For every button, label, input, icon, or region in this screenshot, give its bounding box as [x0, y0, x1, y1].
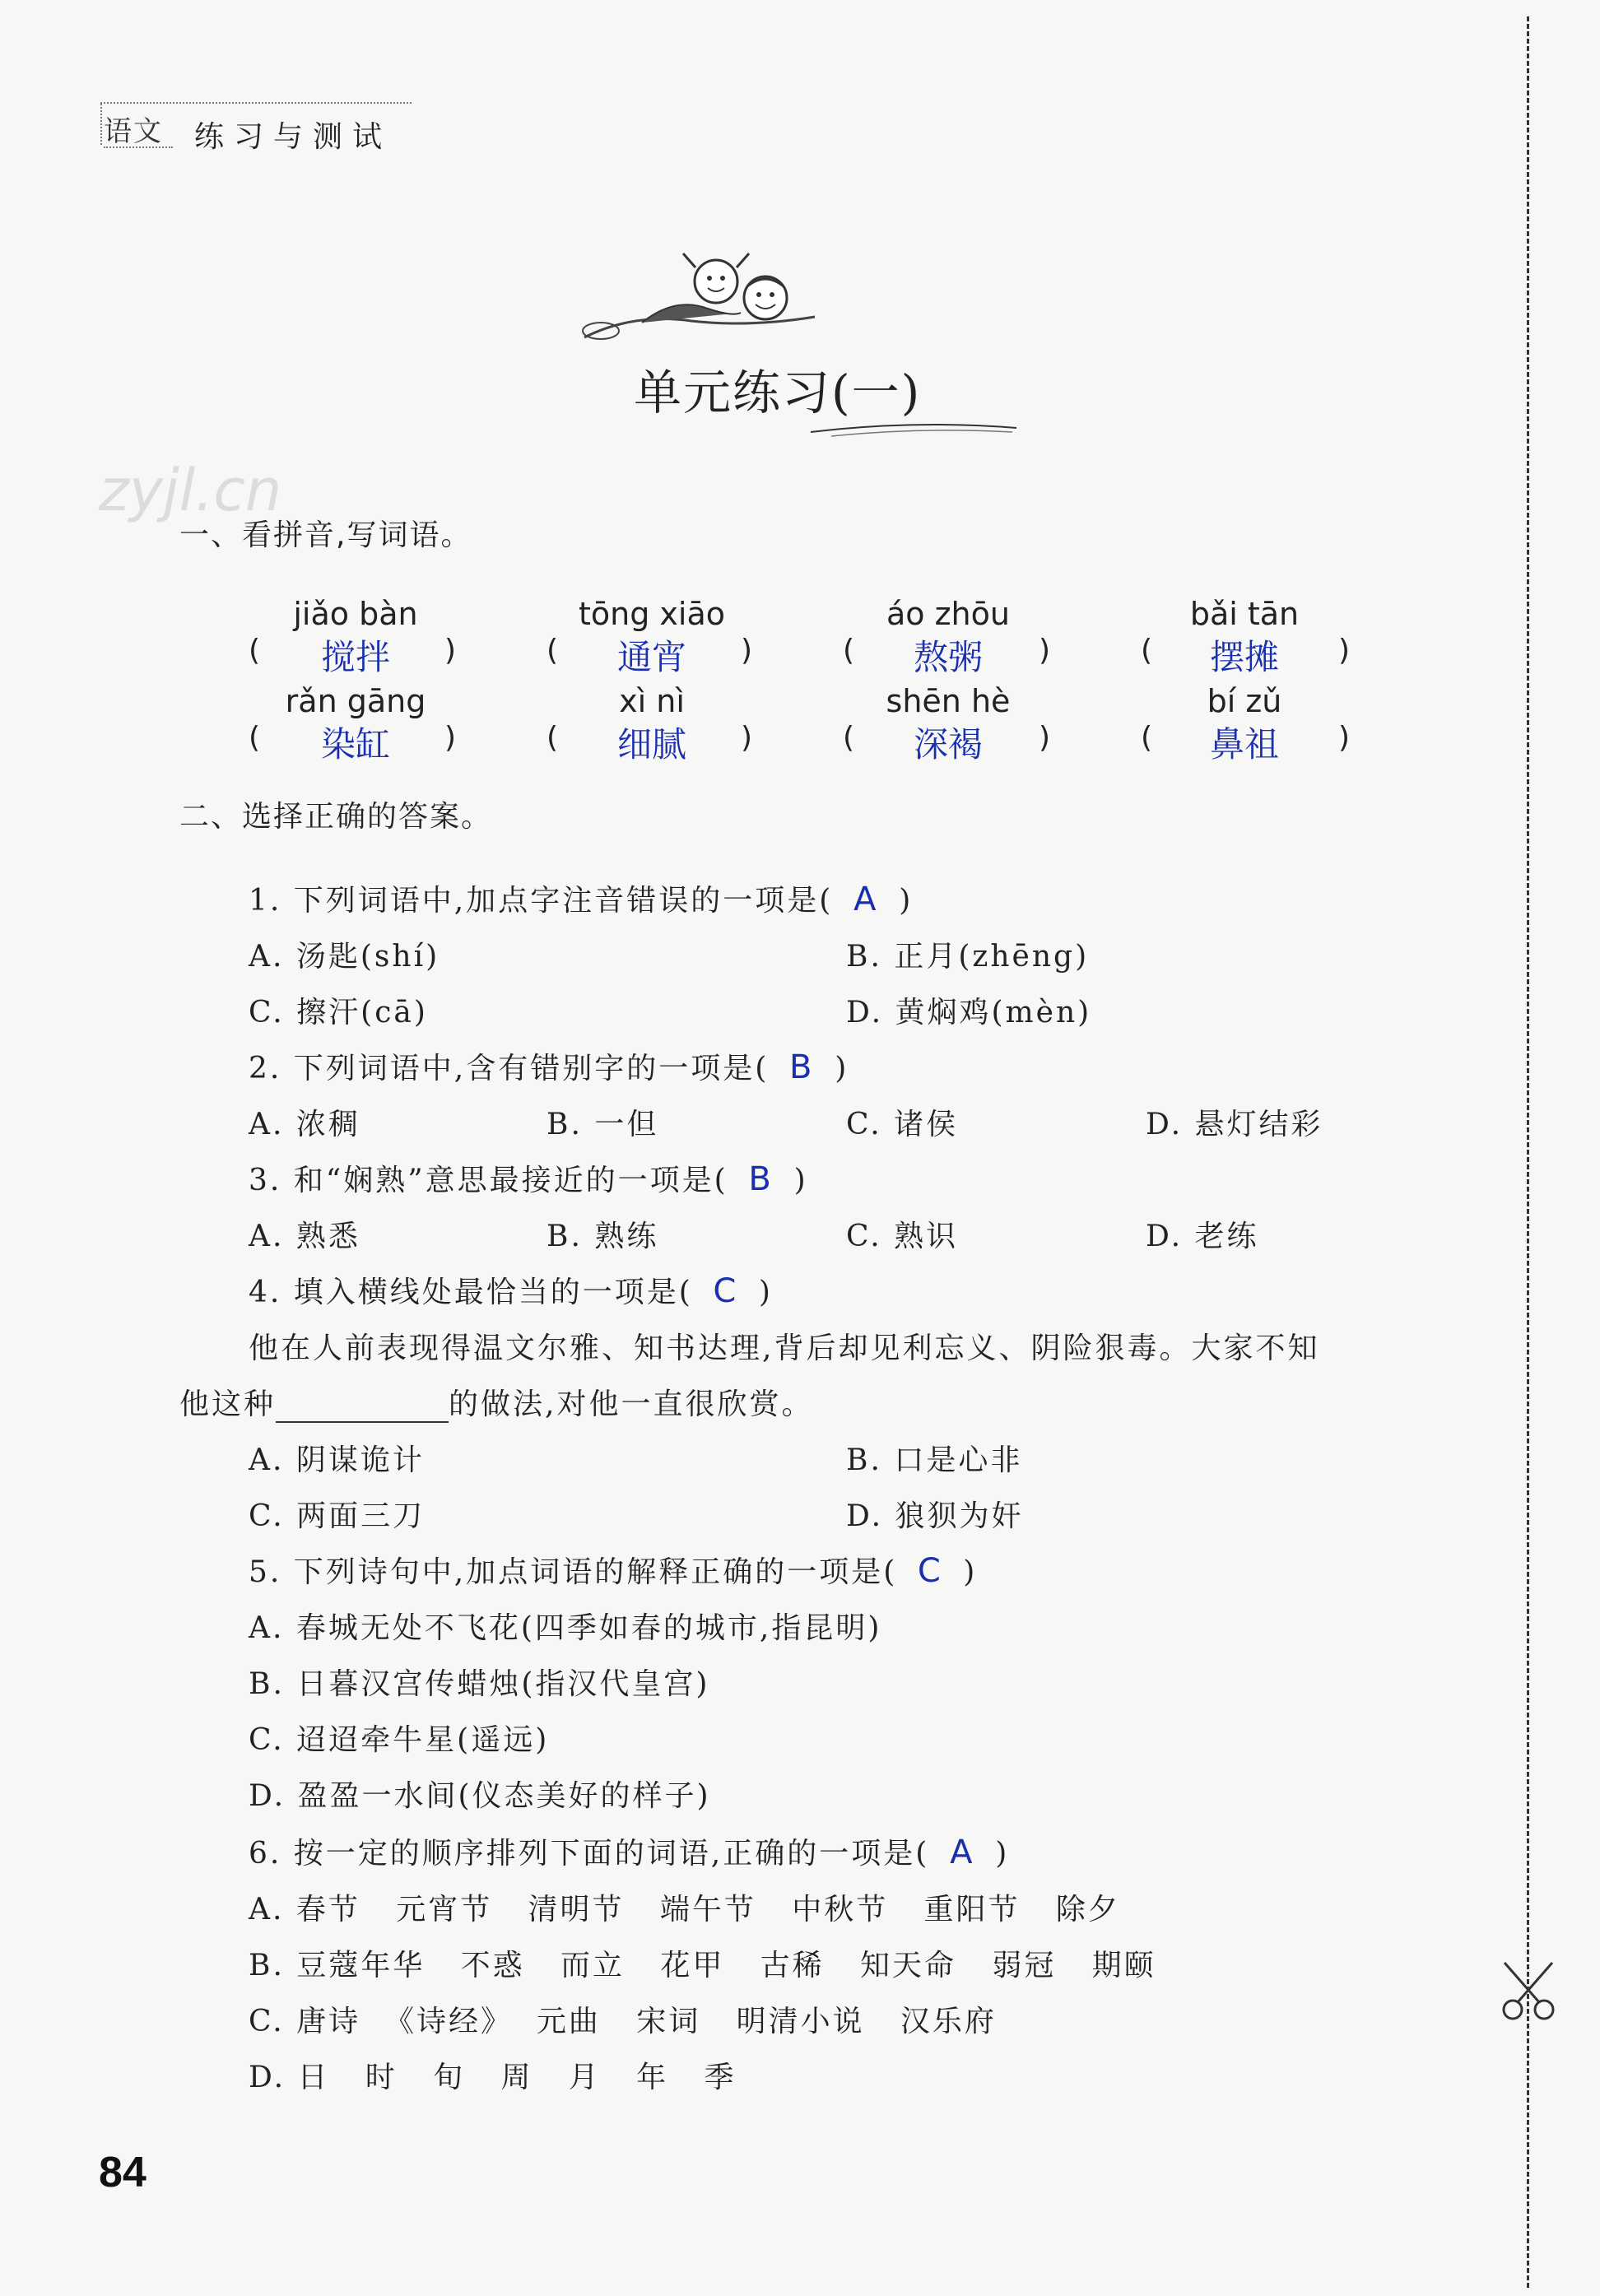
option-d: D. 悬灯结彩 [1146, 1108, 1323, 1141]
paren-close: ) [1039, 721, 1051, 755]
option-d: D. 日 时 旬 周 月 年 季 [249, 2061, 737, 2094]
question-stem: 3. 和“娴熟”意思最接近的一项是( [249, 1164, 728, 1197]
paren-close: ) [1039, 634, 1051, 667]
answer-word-8: 鼻祖 [1209, 724, 1279, 765]
paren-open: ( [843, 634, 855, 667]
fill-blank [276, 1397, 449, 1423]
answer-word-3: 熬粥 [913, 637, 983, 677]
option-a: A. 阴谋诡计 [249, 1443, 425, 1477]
paren-close: ) [1338, 721, 1351, 755]
header-divider [100, 104, 102, 145]
close-paren: ) [995, 1837, 1010, 1871]
paren-close: ) [1338, 634, 1351, 667]
paren-open: ( [843, 721, 855, 755]
answer-word-1: 搅拌 [320, 637, 390, 677]
question-5 [249, 1549, 977, 1591]
answer-word-6: 细腻 [616, 724, 686, 765]
paren-open: ( [547, 634, 559, 667]
paren-close: ) [741, 634, 753, 667]
scissors-icon [1496, 1959, 1562, 2024]
option-c: C. 熟识 [846, 1220, 959, 1253]
option-b: B. 日暮汉宫传蜡烛(指汉代皇宫) [249, 1667, 710, 1701]
option-c: C. 迢迢牵牛星(遥远) [249, 1723, 550, 1757]
pinyin-4: bǎi tān [1189, 596, 1300, 632]
page-number: 84 [99, 2149, 147, 2196]
paren-open: ( [547, 721, 559, 755]
question-6 [249, 1830, 1009, 1872]
close-paren: ) [835, 1052, 849, 1085]
answer-choice: A [853, 881, 879, 918]
option-d: D. 老练 [1146, 1220, 1259, 1253]
option-c: C. 诸侯 [846, 1108, 959, 1141]
passage-line-2 [179, 1381, 813, 1423]
option-c: C. 唐诗 《诗经》 元曲 宋词 明清小说 汉乐府 [249, 2005, 997, 2038]
option-d: D. 狼狈为奸 [846, 1499, 1024, 1533]
question-3 [249, 1157, 808, 1199]
passage-text: 的做法,对他一直很欣赏。 [449, 1387, 814, 1421]
answer-choice: C [917, 1552, 943, 1590]
page-title: 单元练习(一) [634, 365, 922, 421]
option-a: A. 浓稠 [249, 1108, 360, 1141]
header-subject-underline [104, 146, 173, 148]
option-b: B. 正月(zhēng) [846, 940, 1090, 974]
answer-word-7: 深褐 [913, 724, 983, 765]
option-a: A. 春节 元宵节 清明节 端午节 中秋节 重阳节 除夕 [249, 1893, 1120, 1927]
pinyin-7: shēn hè [886, 683, 1011, 719]
option-c: C. 两面三刀 [249, 1499, 426, 1533]
option-b: B. 口是心非 [846, 1443, 1023, 1477]
question-stem: 6. 按一定的顺序排列下面的词语,正确的一项是( [249, 1837, 930, 1871]
option-b: B. 豆蔻年华 不惑 而立 花甲 古稀 知天命 弱冠 期颐 [249, 1949, 1156, 1982]
option-a: A. 汤匙(shí) [249, 940, 440, 974]
answer-choice: B [748, 1160, 774, 1198]
paren-close: ) [444, 721, 457, 755]
passage-text: 他这种 [179, 1387, 277, 1421]
pinyin-3: áo zhōu [886, 596, 1010, 632]
passage-line-1: 他在人前表现得温文尔雅、知书达理,背后却见利忘义、阴险狠毒。大家不知 [249, 1332, 1320, 1365]
kids-illustration [568, 239, 831, 354]
section2-heading: 二、选择正确的答案。 [179, 800, 493, 834]
pinyin-8: bí zǔ [1207, 683, 1282, 719]
paren-open: ( [1141, 634, 1153, 667]
question-4 [249, 1269, 773, 1311]
option-b: B. 熟练 [547, 1220, 659, 1253]
header-subject: 语文 [104, 115, 163, 148]
option-d: D. 盈盈一水间(仪态美好的样子) [249, 1779, 711, 1813]
question-stem: 4. 填入横线处最恰当的一项是( [249, 1276, 693, 1309]
close-paren: ) [963, 1555, 978, 1589]
header-rule [100, 102, 412, 104]
question-stem: 2. 下列词语中,含有错别字的一项是( [249, 1052, 770, 1085]
answer-word-2: 通宵 [616, 637, 686, 677]
answer-choice: A [950, 1834, 975, 1871]
paren-close: ) [444, 634, 457, 667]
question-stem: 1. 下列词语中,加点字注音错误的一项是( [249, 884, 834, 918]
paren-open: ( [1141, 721, 1153, 755]
section1-heading: 一、看拼音,写词语。 [179, 518, 472, 552]
watermark: zyjl.cn [99, 457, 282, 524]
option-a: A. 熟悉 [249, 1220, 360, 1253]
close-paren: ) [758, 1276, 773, 1309]
question-stem: 5. 下列诗句中,加点词语的解释正确的一项是( [249, 1555, 898, 1589]
answer-word-4: 摆摊 [1209, 637, 1279, 677]
option-b: B. 一但 [547, 1108, 659, 1141]
option-a: A. 春城无处不飞花(四季如春的城市,指昆明) [249, 1611, 882, 1645]
answer-choice: B [789, 1048, 815, 1086]
paren-open: ( [249, 634, 261, 667]
paren-close: ) [741, 721, 753, 755]
answer-choice: C [713, 1272, 739, 1310]
paren-open: ( [249, 721, 261, 755]
title-underline-swoosh [807, 416, 1021, 440]
option-c: C. 擦汗(cā) [249, 996, 428, 1029]
close-paren: ) [899, 884, 914, 918]
pinyin-6: xì nì [619, 683, 685, 719]
question-2 [249, 1045, 849, 1087]
pinyin-2: tōng xiāo [578, 596, 725, 632]
option-d: D. 黄焖鸡(mèn) [846, 996, 1092, 1029]
answer-word-5: 染缸 [320, 724, 390, 765]
close-paren: ) [793, 1164, 808, 1197]
header-book-title: 练习与测试 [194, 120, 393, 154]
cut-line [1527, 16, 1529, 2288]
pinyin-5: rǎn gāng [285, 683, 426, 719]
question-1 [249, 877, 913, 919]
pinyin-1: jiǎo bàn [293, 596, 418, 632]
